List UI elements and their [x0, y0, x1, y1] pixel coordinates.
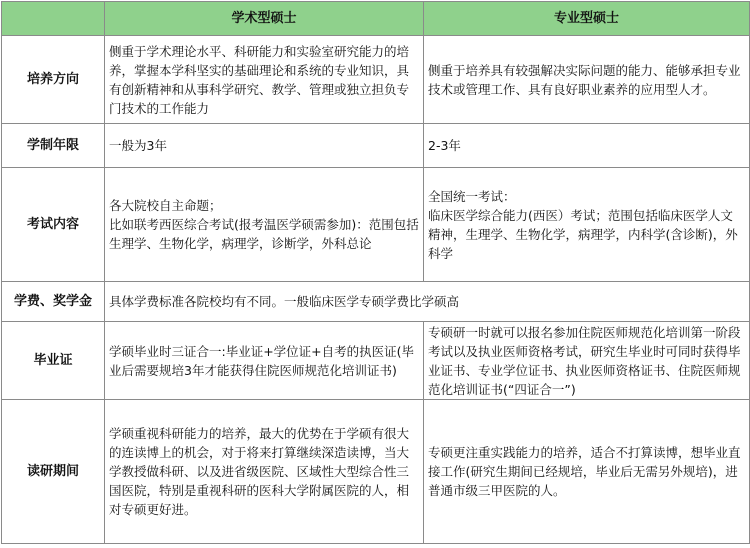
academic-cell: 一般为3年 [105, 124, 424, 168]
comparison-table [1, 1, 750, 544]
header-corner [2, 2, 105, 36]
academic-cell: 各大院校自主命题； 比如联考西医综合考试(报考温医学硕需参加)：范围包括生理学、生物化学，病理学，诊断学，外科总论 [105, 168, 424, 282]
row-tuition [2, 282, 750, 322]
row-label: 学制年限 [2, 124, 105, 168]
professional-cell: 2-3年 [424, 124, 750, 168]
row-duration [2, 124, 750, 168]
row-study-period [2, 400, 750, 544]
header-academic: 学术型硕士 [105, 2, 424, 36]
row-label: 读研期间 [2, 400, 105, 544]
row-label: 学费、奖学金 [2, 282, 105, 322]
professional-cell: 侧重于培养具有较强解决实际问题的能力、能够承担专业技术或管理工作、具有良好职业素养的应用型人才。 [424, 36, 750, 124]
professional-cell: 专硕更注重实践能力的培养，适合不打算读博，想毕业直接工作(研究生期间已经规培，毕业后无需另外规培)，进普通市级三甲医院的人。 [424, 400, 750, 544]
academic-cell: 侧重于学术理论水平、科研能力和实验室研究能力的培养，掌握本学科坚实的基础理论和系统的专业知识，具有创新精神和从事科学研究、教学、管理或独立担负专门技术的工作能力 [105, 36, 424, 124]
merged-cell: 具体学费标准各院校均有不同。一般临床医学专硕学费比学硕高 [105, 282, 750, 322]
header-professional: 专业型硕士 [424, 2, 750, 36]
row-label: 毕业证 [2, 322, 105, 400]
professional-cell: 专硕研一时就可以报名参加住院医师规范化培训第一阶段考试以及执业医师资格考试，研究生毕业时可同时获得毕业证书、专业学位证书、执业医师资格证书、住院医师规范化培训证书(“四证合一”) [424, 322, 750, 400]
row-training-direction [2, 36, 750, 124]
row-exam-content [2, 168, 750, 282]
row-label: 考试内容 [2, 168, 105, 282]
row-label: 培养方向 [2, 36, 105, 124]
row-certificates [2, 322, 750, 400]
academic-cell: 学硕重视科研能力的培养，最大的优势在于学硕有很大的连读博上的机会，对于将来打算继续深造读博，当大学教授做科研、以及进省级医院、区域性大型综合性三国医院，特别是重视科研的医科大学附属医院的人，相对专硕更好进。 [105, 400, 424, 544]
academic-cell: 学硕毕业时三证合一:毕业证+学位证+自考的执医证(毕业后需要规培3年才能获得住院医师规范化培训证书) [105, 322, 424, 400]
header-row [2, 2, 750, 36]
professional-cell: 全国统一考试： 临床医学综合能力(西医）考试；范围包括临床医学人文精神，生理学、生物化学，病理学，内科学(含诊断)，外科学 [424, 168, 750, 282]
